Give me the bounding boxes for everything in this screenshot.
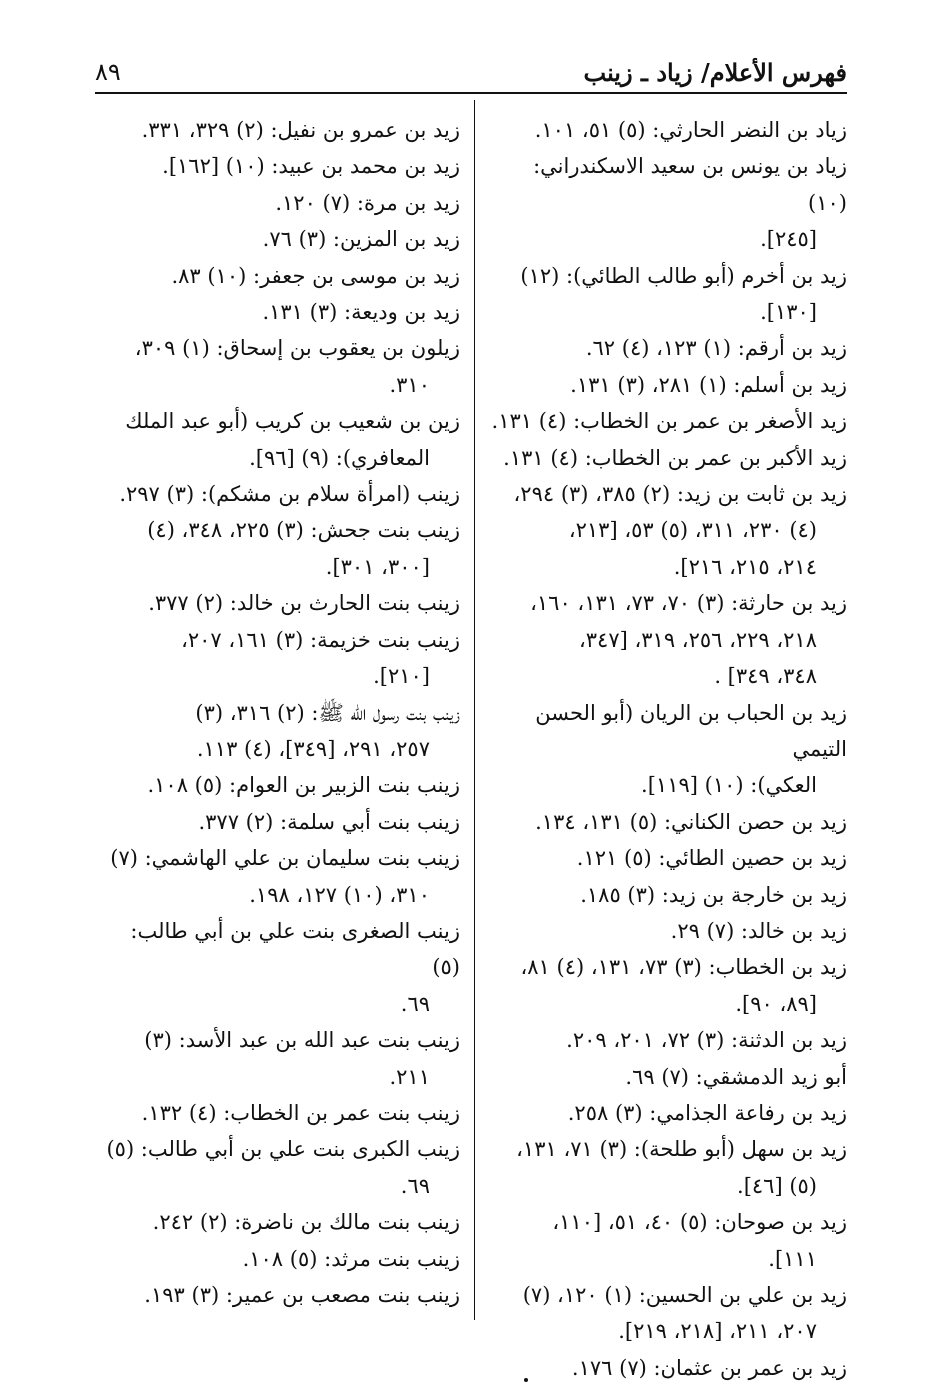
index-entry: [490, 695, 847, 804]
index-entry: [104, 221, 460, 257]
index-entry: [490, 913, 847, 949]
entry-line: زياد بن يونس بن سعيد الاسكندراني: (١٠): [533, 154, 847, 215]
entry-line: زيد بن عمرو بن نفيل: (٢) ٣٢٩، ٣٣١.: [141, 118, 460, 142]
entry-line: زيلون بن يعقوب بن إسحاق: (١) ٣٠٩،: [134, 336, 460, 361]
entry-continuation-line: ٢١٤، ٢١٥، ٢١٦].: [673, 554, 817, 579]
entry-line: زينب بنت أبي سلمة: (٢) ٣٧٧.: [198, 809, 460, 834]
index-entry: [104, 148, 460, 184]
entry-continuation-line: (٥) [٤٦].: [737, 1173, 817, 1198]
entry-line: زيد بن خالد: (٧) ٢٩.: [670, 918, 847, 943]
entry-line: زيد بن أرقم: (١) ١٢٣، (٤) ٦٢.: [585, 336, 847, 361]
entry-continuation-line: [٢١٠].: [373, 664, 430, 689]
entry-line: زيد بن خارجة بن زيد: (٣) ١٨٥.: [580, 882, 847, 907]
entry-line: أبو زيد الدمشقي: (٧) ٦٩.: [625, 1064, 847, 1089]
index-entry: [104, 476, 460, 512]
entry-line: زينب الكبرى بنت علي بن أبي طالب: (٥): [106, 1137, 460, 1162]
index-entry: [490, 877, 847, 913]
entry-line: زيد بن وديعة: (٣) ١٣١.: [262, 300, 460, 325]
index-entry: [104, 913, 460, 1022]
entry-continuation-line: ١١١].: [768, 1246, 817, 1271]
index-entry: [490, 585, 847, 694]
entry-line: زينب بنت عمر بن الخطاب: (٤) ١٣٢.: [141, 1100, 460, 1125]
index-entry: [490, 1204, 847, 1277]
entry-line: زينب بنت مرثد: (٥) ١٠٨.: [242, 1246, 460, 1271]
entry-line: زيد بن حصين الطائي: (٥) ١٢١.: [576, 846, 847, 871]
entry-line: زينب بنت سليمان بن علي الهاشمي: (٧): [110, 846, 460, 871]
entry-line: زينب بنت جحش: (٣) ٢٢٥، ٣٤٨، (٤): [147, 518, 460, 543]
entry-continuation-line: ٣١٠، (١٠) ١٢٧، ١٩٨.: [249, 882, 430, 907]
entry-line: زيد بن ثابت بن زيد: (٢) ٣٨٥، (٣) ٢٩٤،: [513, 482, 847, 507]
index-entry: [490, 112, 847, 148]
entry-continuation-line: ٣٤٨، ٣٤٩] .: [714, 664, 817, 689]
entry-line: زيد بن رفاعة الجذامي: (٣) ٢٥٨.: [567, 1100, 847, 1125]
page-header: [95, 52, 847, 94]
index-entry: [490, 1350, 847, 1386]
index-entry: [490, 1022, 847, 1058]
entry-continuation-line: [١٣٠].: [760, 300, 817, 325]
index-entry: [490, 840, 847, 876]
index-column-left: [104, 112, 460, 1319]
column-divider: [474, 100, 475, 1320]
entry-continuation-line: ٢٠٧، ٢١١، [٢١٨، ٢١٩].: [618, 1319, 817, 1344]
index-entry: [104, 1131, 460, 1204]
entry-line: زيد بن موسى بن جعفر: (١٠) ٨٣.: [171, 263, 460, 288]
entry-continuation-line: [٨٩، ٩٠].: [735, 991, 817, 1016]
entry-continuation-line: ٦٩.: [400, 1173, 430, 1198]
index-column-right: [490, 112, 847, 1380]
index-entry: [490, 330, 847, 366]
index-entry: [104, 512, 460, 585]
entry-line: زينب بنت عبد الله بن عبد الأسد: (٣): [144, 1028, 460, 1053]
index-entry: [104, 112, 460, 148]
entry-continuation-line: ٢١٨، ٢٢٩، ٢٥٦، ٣١٩، [٣٤٧،: [578, 627, 817, 652]
entry-line: زيد بن المزين: (٣) ٧٦.: [262, 227, 460, 252]
entry-line: زيد بن أسلم: (١) ٢٨١، (٣) ١٣١.: [570, 372, 847, 397]
index-entry: [490, 1277, 847, 1350]
page-number: ٨٩: [95, 58, 121, 86]
entry-continuation-line: ٦٩.: [400, 991, 430, 1016]
index-entry: [490, 367, 847, 403]
entry-continuation-line: ٢٥٧، ٢٩١، [٣٤٩]، (٤) ١١٣.: [196, 736, 430, 761]
index-entry: [104, 622, 460, 695]
entry-line: زيد بن حارثة: (٣) ٧٠، ٧٣، ١٣١، ١٦٠،: [530, 591, 847, 616]
entry-line: زينب بنت خزيمة: (٣) ١٦١، ٢٠٧،: [181, 627, 460, 652]
index-entry: [104, 840, 460, 913]
index-entry: [490, 1131, 847, 1204]
index-entry: [104, 185, 460, 221]
entry-line: زينب بنت مالك بن ناضرة: (٢) ٢٤٢.: [152, 1210, 460, 1235]
index-entry: [490, 1059, 847, 1095]
entry-line: زين بن شعيب بن كريب (أبو عبد الملك: [125, 409, 460, 434]
entry-line: زيد الأكبر بن عمر بن الخطاب: (٤) ١٣١.: [503, 445, 847, 470]
entry-line: زينب بنت الحارث بن خالد: (٢) ٣٧٧.: [148, 591, 460, 616]
index-entry: [104, 804, 460, 840]
entry-continuation-line: ٣١٠.: [389, 372, 430, 397]
footer-mark: [524, 1378, 528, 1382]
index-entry: [104, 403, 460, 476]
index-entry: [104, 767, 460, 803]
entry-line: زينب (امرأة سلام بن مشكم): (٣) ٢٩٧.: [119, 482, 460, 507]
index-entry: [490, 804, 847, 840]
entry-continuation-line: [٣٠٠، ٣٠١].: [325, 554, 430, 579]
entry-line: زيد بن عمر بن عثمان: (٧) ١٧٦.: [571, 1355, 847, 1380]
entry-line: زينب بنت رسول الله ﷺ: (٢) ٣١٦، (٣): [195, 700, 460, 725]
index-entry: [490, 403, 847, 439]
index-entry: [490, 949, 847, 1022]
entry-continuation-line: المعافري): (٩) [٩٦].: [249, 445, 430, 470]
index-entry: [104, 330, 460, 403]
entry-line: زيد بن الحباب بن الريان (أبو الحسن التيمي: [535, 700, 847, 761]
index-entry: [104, 1022, 460, 1095]
index-entry: [104, 294, 460, 330]
entry-line: زينب بنت مصعب بن عمير: (٣) ١٩٣.: [144, 1283, 460, 1307]
entry-line: زيد بن مرة: (٧) ١٢٠.: [275, 190, 460, 215]
entry-line: زياد بن النضر الحارثي: (٥) ٥١، ١٠١.: [534, 118, 847, 142]
entry-continuation-line: ٢١١.: [389, 1064, 430, 1089]
entry-line: زينب بنت الزبير بن العوام: (٥) ١٠٨.: [147, 773, 460, 798]
entry-line: زيد بن علي بن الحسين: (١) ١٢٠، (٧): [522, 1283, 847, 1307]
index-entry: [104, 1277, 460, 1313]
index-entry: [490, 476, 847, 585]
index-entry: [490, 1095, 847, 1131]
index-entry: [104, 1241, 460, 1277]
index-entry: [490, 440, 847, 476]
entry-line: زيد الأصغر بن عمر بن الخطاب: (٤) ١٣١.: [491, 409, 847, 434]
index-entry: [490, 148, 847, 257]
entry-line: زيد بن سهل (أبو طلحة): (٣) ٧١، ١٣١،: [516, 1137, 847, 1162]
index-entry: [490, 258, 847, 331]
entry-line: زيد بن صوحان: (٥) ٤٠، ٥١، [١١٠،: [552, 1210, 847, 1235]
entry-continuation-line: العكي): (١٠) [١١٩].: [641, 773, 817, 798]
entry-line: زيد بن حصن الكناني: (٥) ١٣١، ١٣٤.: [535, 809, 847, 834]
entry-continuation-line: (٤) ٢٣٠، ٣١١، (٥) ٥٣، [٢١٣،: [568, 518, 817, 543]
index-entry: [104, 1204, 460, 1240]
running-title: فهرس الأعلام/ زياد ـ زينب: [583, 57, 847, 87]
entry-line: زيد بن الدثنة: (٣) ٧٢، ٢٠١، ٢٠٩.: [566, 1028, 847, 1053]
entry-line: زيد بن محمد بن عبيد: (١٠) [١٦٢].: [162, 154, 460, 179]
index-entry: [104, 258, 460, 294]
entry-line: زيد بن أخرم (أبو طالب الطائي): (١٢): [520, 263, 847, 288]
index-entry: [104, 1095, 460, 1131]
index-entry: [104, 585, 460, 621]
index-entry: [104, 695, 460, 768]
entry-line: زيد بن الخطاب: (٣) ٧٣، ١٣١، (٤) ٨١،: [520, 955, 847, 980]
entry-line: زينب الصغرى بنت علي بن أبي طالب: (٥): [130, 918, 460, 980]
entry-continuation-line: [٢٤٥].: [760, 227, 817, 252]
